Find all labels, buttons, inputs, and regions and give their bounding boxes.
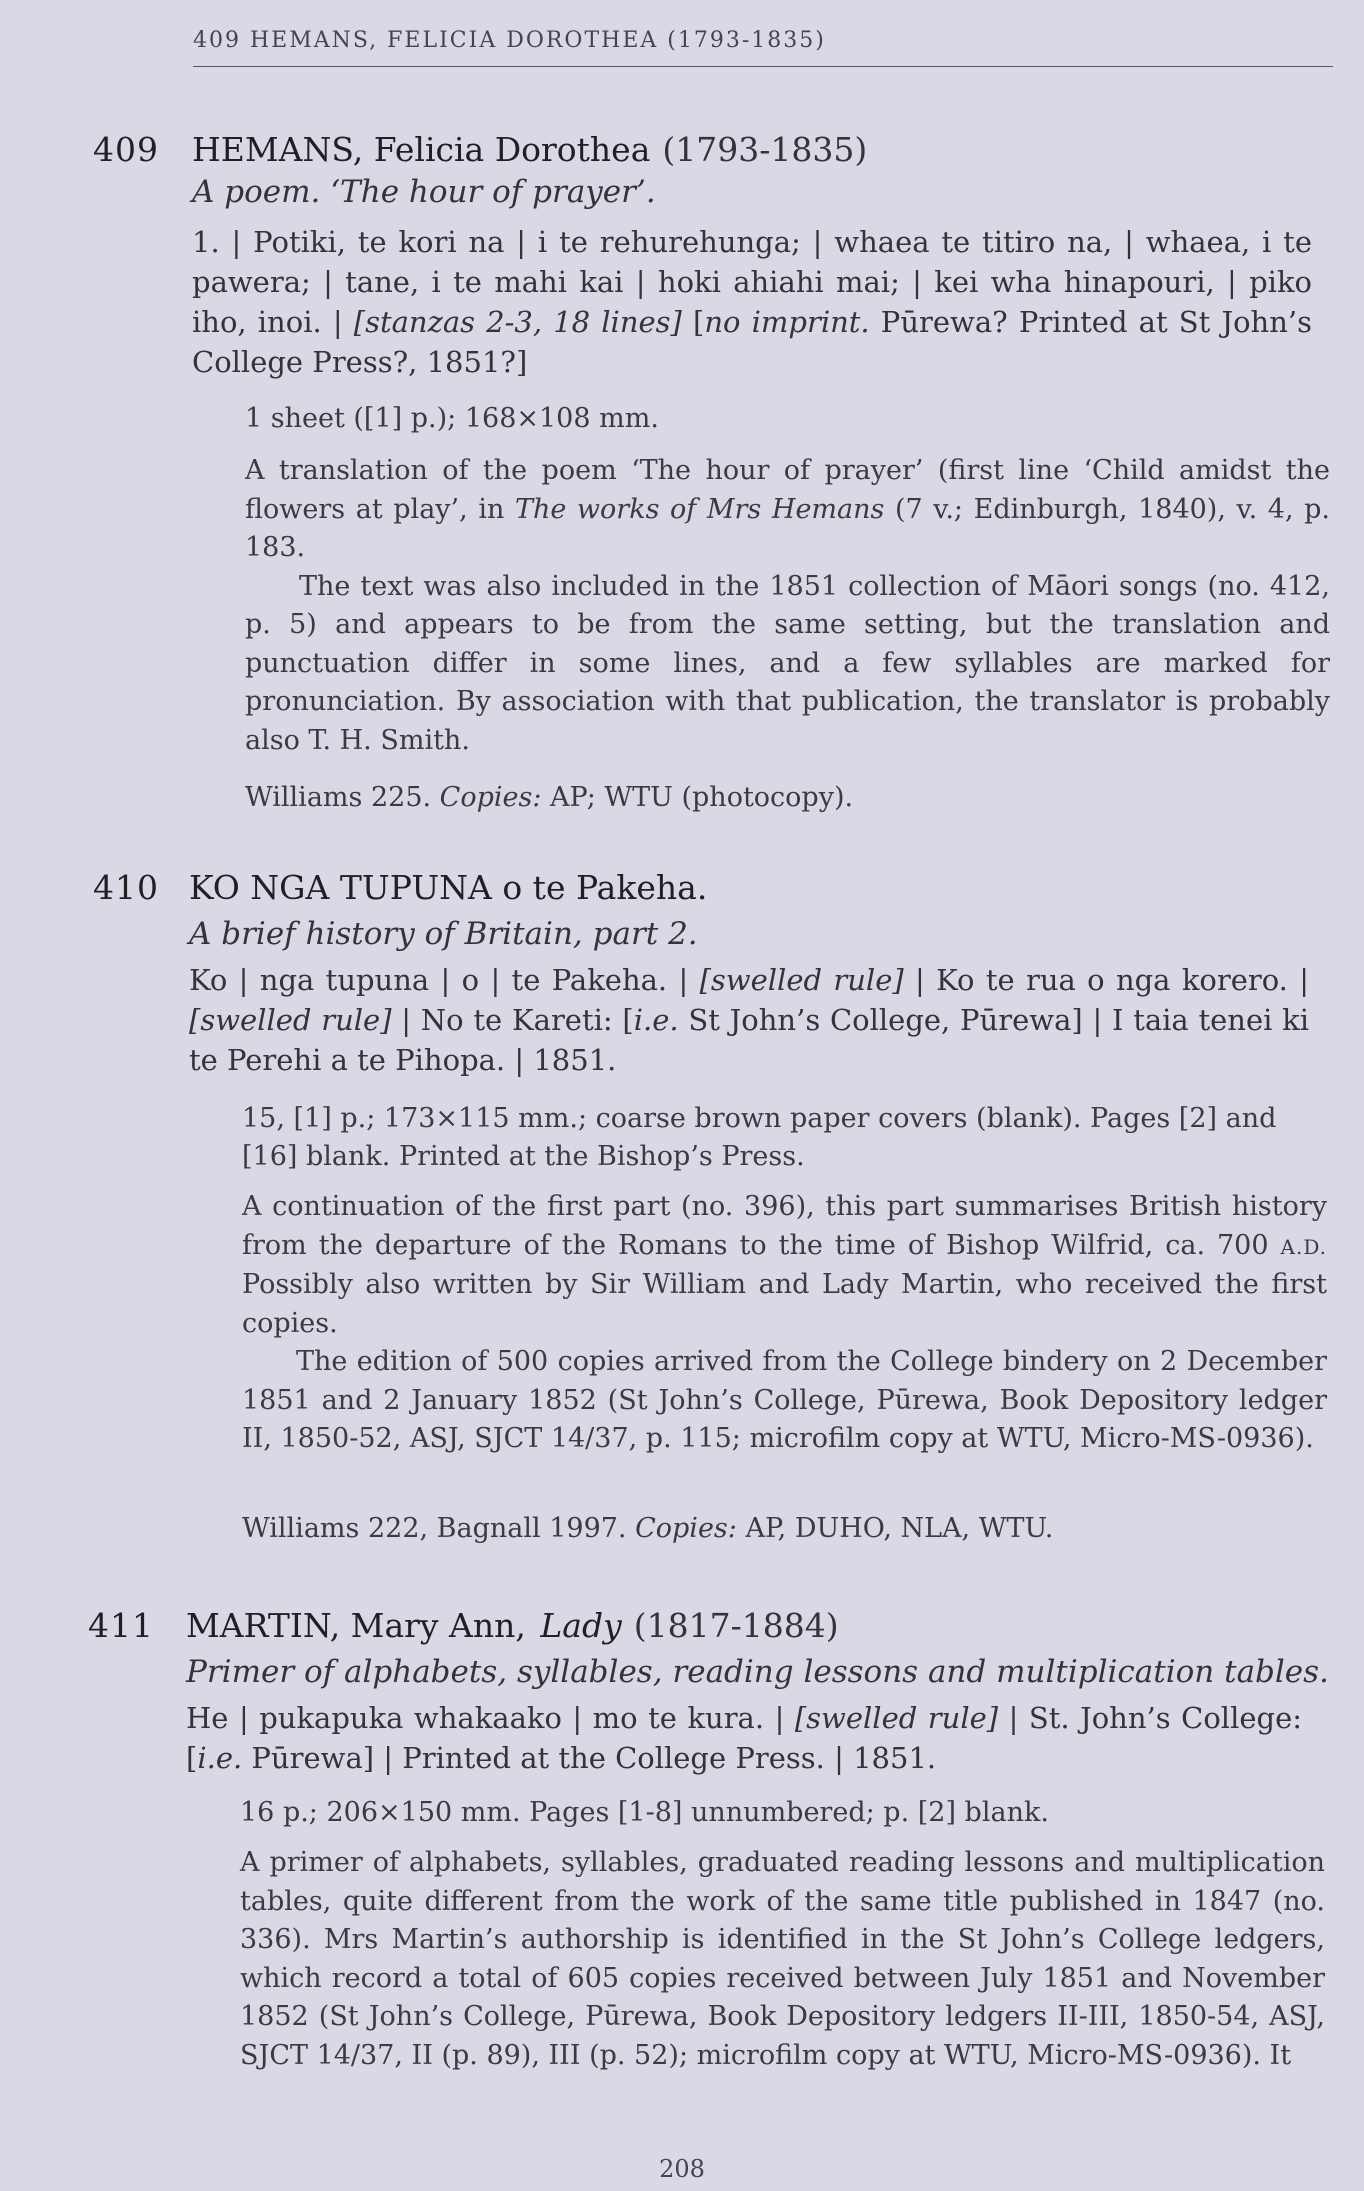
note-paragraph: A primer of alphabets, syllables, graduated reading lessons and multiplication tables, quite different from the work of the same title published in 1847 (no. 336). Mrs Martin’s authorship is identified in the St John’s College ledgers, which record a total of 605 copies received between July 1851 and November 1852 (St John’s College, Pūrewa, Book Depository ledgers II-III, 1850-54, ASJ, SJCT 14/37, II (p. 89), III (p. 52); microfilm copy at WTU, Micro-MS-0936). It — [240, 1847, 1325, 2071]
entry-number: 411 — [88, 1606, 154, 1645]
entry-heading — [192, 130, 1332, 169]
copies-label: Copies: — [635, 1513, 737, 1544]
note-paragraph — [245, 452, 1330, 568]
transcription-note: [swelled rule] — [794, 1701, 999, 1735]
title-transcription — [189, 960, 1309, 1080]
running-head-rule — [193, 66, 1333, 67]
author-name: HEMANS, Felicia Dorothea — [192, 130, 651, 169]
note-text: A translation of the poem ‘The hour of prayer’ (first line ‘Child amidst the flowers at play’, in — [245, 455, 1330, 525]
collation: 16 p.; 206×150 mm. Pages [1-8] unnumbered; p. [2] blank. — [240, 1797, 1049, 1828]
references — [245, 782, 1330, 813]
running-head: 409 HEMANS, FELICIA DOROTHEA (1793-1835) — [193, 28, 826, 53]
entry-heading — [189, 868, 1329, 907]
copies-label: Copies: — [439, 782, 542, 813]
note-work-title: The works of Mrs Hemans — [514, 493, 885, 525]
entry-title: A brief history of Britain, part 2. — [189, 916, 698, 952]
title-transcription — [192, 222, 1312, 382]
note-paragraph: The edition of 500 copies arrived from the College bindery on 2 December 1851 and 2 January 1852 (St John’s College, Pūrewa, Book Depository ledger II, 1850-52, ASJ, SJCT 14/37, p. 115; microfilm copy at WTU, Micro-MS-0936). — [242, 1346, 1327, 1454]
entry-heading — [186, 1606, 1326, 1645]
entry-notes — [245, 452, 1330, 760]
transcription-note: [swelled rule] — [189, 1003, 392, 1037]
note-era: A.D. — [1280, 1234, 1327, 1259]
transcription-note: [stanzas 2-3, 18 lines] — [353, 305, 682, 339]
transcription-note: i.e. — [633, 1003, 679, 1037]
collation: 15, [1] p.; 173×115 mm.; coarse brown paper covers (blank). Pages [2] and [16] blank. Printed at the Bishop’s Press. — [242, 1103, 1277, 1172]
note-paragraph — [242, 1188, 1327, 1343]
transcription-text: St John’s College, Pūrewa] | I taia tenei ki te Perehi a te Pihopa. | 1851. — [189, 1003, 1310, 1077]
page-number: 208 — [659, 2155, 705, 2183]
transcription-text: 1. | Potiki, te kori na | i te rehurehunga; | whaea te titiro na, | whaea, i te pawera; | tane, i te mahi kai | hoki ahiahi mai; | kei wha hinapouri, | piko iho, inoi. | — [192, 225, 1312, 339]
references — [242, 1513, 1327, 1544]
transcription-text: | Ko te rua o nga korero. | — [903, 963, 1310, 997]
transcription-text: | St. John’s College: [ — [186, 1701, 1302, 1775]
heading-end: . — [696, 868, 708, 907]
transcription-note: i.e. — [197, 1741, 243, 1775]
title-transcription — [186, 1698, 1302, 1778]
author-name: MARTIN, Mary Ann, — [186, 1606, 537, 1645]
copies-list: AP, DUHO, NLA, WTU. — [736, 1513, 1054, 1544]
entry-notes — [242, 1188, 1327, 1459]
entry-title: Primer of alphabets, syllables, reading lessons and multiplication tables. — [186, 1654, 1329, 1690]
copies-list: AP; WTU (photocopy). — [541, 782, 854, 813]
transcription-text: Pūrewa] | Printed at the College Press. | 1851. — [242, 1741, 937, 1775]
note-text: Possibly also written by Sir William and Lady Martin, who received the first copies. — [242, 1269, 1327, 1339]
collation: 1 sheet ([1] p.); 168×108 mm. — [245, 403, 659, 434]
reference-text: Williams 225. — [245, 782, 440, 813]
entry-number: 410 — [93, 868, 159, 907]
author-dates: (1793-1835) — [662, 130, 868, 169]
transcription-note: [swelled rule] — [699, 963, 904, 997]
note-text: (7 v.; Edinburgh, 1840), v. 4, p. 183. — [245, 493, 1330, 563]
transcription-text: Ko | nga tupuna | o | te Pakeha. | — [189, 963, 700, 997]
entry-notes — [240, 1844, 1325, 2075]
entry-number: 409 — [93, 130, 159, 169]
author-dates: (1817-1884) — [633, 1606, 839, 1645]
entry-title: A poem. ‘The hour of prayer’. — [192, 174, 656, 210]
transcription-text: | No te Kareti: [ — [391, 1003, 634, 1037]
transcription-text: He | pukapuka whakaako | mo te kura. | — [186, 1701, 795, 1735]
heading-text: KO NGA TUPUNA o te Pakeha — [189, 868, 697, 907]
reference-text: Williams 222, Bagnall 1997. — [242, 1513, 636, 1544]
author-title: Lady — [540, 1606, 622, 1645]
transcription-text: [ — [681, 305, 705, 339]
transcription-note: no imprint. — [704, 305, 870, 339]
transcription-text: Pūrewa? Printed at St John’s College Press?, 1851?] — [192, 305, 1312, 379]
note-paragraph: The text was also included in the 1851 collection of Māori songs (no. 412, p. 5) and appears to be from the same setting, but the translation and punctuation differ in some lines, and a few syllables are marked for pronunciation. By association with that publication, the translator is probably also T. H. Smith. — [245, 570, 1330, 756]
note-text: A continuation of the first part (no. 396), this part summarises British history from the departure of the Romans to the time of Bishop Wilfrid, ca. 700 — [242, 1191, 1327, 1261]
